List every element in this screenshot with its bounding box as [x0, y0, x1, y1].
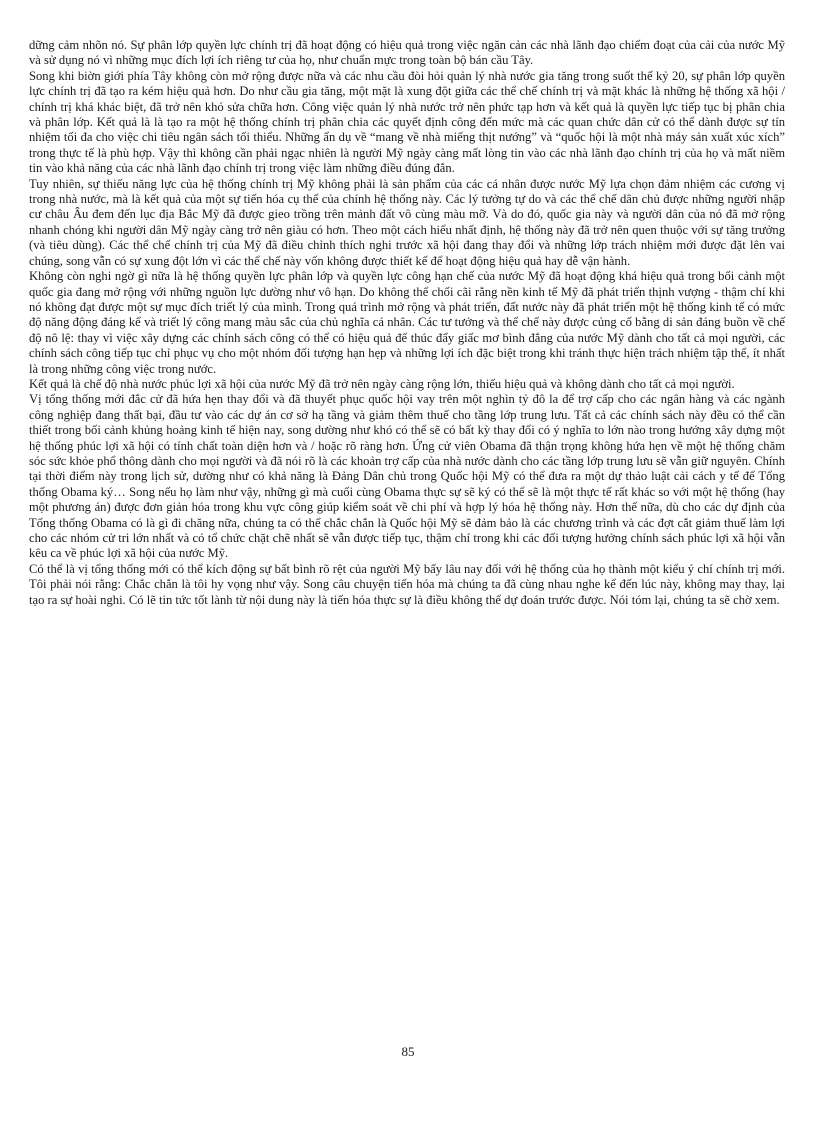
paragraph: dững cảm nhõn nó. Sự phân lớp quyền lực chính trị đã hoạt động có hiệu quả trong việc ngăn cản các nhà lãnh đạo chiếm đoạt của cải của nước Mỹ và sử dụng nó vì những mục đích lợi ích riêng tư của họ, như chuẩn mực trong toàn bộ bán cầu Tây. [29, 38, 785, 68]
paragraph: Kết quả là chế độ nhà nước phúc lợi xã hội của nước Mỹ đã trở nên ngày càng rộng lớn, thiếu hiệu quả và không dành cho tất cả mọi người. [29, 376, 735, 391]
paragraph: Song khi biờn giới phía Tây không còn mở rộng được nữa và các nhu cầu đòi hỏi quản lý nhà nước gia tăng trong suốt thế kỷ 20, sự phân lớp quyền lực chính trị đã tạo ra kém hiệu quả hơn. Do như cầu gia tăng, một mặt là xung đột giữa các thể chế chính trị và mặt khác là những hệ thống xã hội / chính trị khá khác biệt, đã trở nên khó sửa chữa hơn. Công việc quản lý nhà nước trở nên phức tạp hơn và kết quả là quyền lực tiếp tục bị phân chia và phân lớp. Kết quả là là tạo ra một hệ thống chính trị phân chia các quyết định công đến mức mà các quan chức dân cử có thể dành được sự tín nhiệm tối đa cho việc chi tiêu ngân sách tối thiểu. Những ẩn dụ về “mang về nhà miếng thịt nướng” và “quốc hội là một nhà máy sản xuất xúc xích” trong thực tế là phù hợp. Vậy thì không cần phải ngạc nhiên là người Mỹ ngày càng mất lòng tin vào các nhà lãnh đạo chính trị của họ và mất niềm tin vào khả năng của các nhà lãnh đạo chính trị trong việc làm những điều đúng đắn. [29, 68, 785, 176]
paragraph: Tuy nhiên, sự thiếu năng lực của hệ thống chính trị Mỹ không phải là sản phẩm của các cá nhân được nước Mỹ lựa chọn đảm nhiệm các cương vị trong nhà nước, mà là kết quả của một sự tiến hóa cụ thể của chính hệ thống này. Các lý tưởng tự do và các thể chế dân chủ được những người nhập cư châu Âu đem đến lục địa Bắc Mỹ đã được gieo trồng trên mảnh đất vô cùng màu mỡ. Và do đó, quốc gia này và người dân của nó đã mở rộng nhanh chóng khi người dân Mỹ ngày càng trở nên giàu có hơn. Theo một cách hiểu nhất định, hệ thống này đã trở nên quen thuộc với sự tăng trưởng (và tiêu dùng). Các thể chế chính trị của Mỹ đã điều chỉnh thích nghi trước xã hội đang thay đổi và những lớp trách nhiệm mới được đặt lên vai chúng, song vẫn có sự xung đột lớn vì các thể chế này vốn không được thiết kế để hoạt động hiệu quả hay dễ vận hành. [29, 176, 785, 268]
paragraph: Có thể là vị tổng thống mới có thể kích động sự bất bình rõ rệt của người Mỹ bấy lâu nay đối với hệ thống của họ thành một kiểu ý chí chính trị mới. Tôi phải nói rằng: Chắc chắn là tôi hy vọng như vậy. Song câu chuyện tiến hóa mà chúng ta đã cùng nhau nghe kể đến lúc này, không may thay, lại tạo ra sự hoài nghi. Có lẽ tin tức tốt lành từ nội dung này là tiến hóa thực sự là điều không thể dự đoán trước được. Nói tóm lại, chúng ta sẽ chờ xem. [29, 561, 785, 607]
page-body [29, 38, 785, 608]
paragraph: Không còn nghi ngờ gì nữa là hệ thống quyền lực phân lớp và quyền lực công hạn chế của nước Mỹ đã hoạt động khá hiệu quả trong bối cảnh một quốc gia đang mở rộng với những nguồn lực dường như vô hạn. Do không thể chối cãi rằng nền kinh tế Mỹ đã phát triển thịnh vượng - thậm chí khi nó không đạt được một sự mục đích triết lý của mình. Trong quá trình mở rộng và phát triển, đất nước này đã phát triển một hệ thống kinh tế có mức độ năng động đáng kể và triết lý công mang màu sắc của chủ nghĩa cá nhân. Các tư tưởng và thể chế này được củng cố bằng di sản đáng buồn về chế độ nô lệ: thay vì việc xây dựng các chính sách công có thể có hiệu quả để thúc đẩy giấc mơ bình đẳng của nước Mỹ dành cho tất cả mọi người, các chính sách công tiếp tục chỉ phục vụ cho một nhóm đối tượng hạn hẹp và những lợi ích đặc biệt trong khi tránh thực hiện trách nhiệm tập thể, ít nhất là trong những công việc trong nước. [29, 269, 785, 376]
paragraph: Vị tổng thống mới đắc cử đã hứa hẹn thay đổi và đã thuyết phục quốc hội vay trên một nghìn tỷ đô la để trợ cấp cho các ngân hàng và các ngành công nghiệp đang thất bại, đầu tư vào các dự án cơ sở hạ tầng và giảm thêm thuế cho tầng lớp trung lưu. Tất cả các chính sách này đều có thể cần thiết trong bối cảnh khủng hoảng kinh tế hiện nay, song dường như khó có thể sẽ có bất kỳ thay đổi có ý nghĩa to lớn nào trong hướng xây dựng một hệ thống phúc lợi xã hội có tính chất toàn diện hơn và / hoặc rõ ràng hơn. Ứng cử viên Obama đã thận trọng không hứa hẹn về một hệ thống chăm sóc sức khỏe phổ thông dành cho mọi người và đã nói rõ là các khoản trợ cấp của nhà nước dành cho các tầng lớp trung lưu sẽ vẫn giữ nguyên. Chính tại thời điểm này trong lịch sử, dường như có khả năng là Đảng Dân chủ trong Quốc hội Mỹ có thể đưa ra một dự thảo luật cải cách y tế để Tổng thống Obama ký… Song nếu họ làm như vậy, những gì mà cuối cùng Obama thực sự sẽ ký có thể sẽ là một thực tế rất khác so với một hệ thống (hay một phương án) được đơn giản hóa trong khu vực công giúp kiểm soát về chi phí và hợp lý hóa hệ thống này. Hơn thế nữa, dù cho các dự định của Tổng thống Obama có là gì đi chăng nữa, chúng ta có thể chắc chắn là Quốc hội Mỹ sẽ đảm bảo là các chương trình và các đợt cắt giảm thuế làm lợi cho các nhóm cử tri lớn nhất và có tổ chức chặt chẽ nhất sẽ vẫn được tiếp tục, thậm chí trong khi các đối tượng hưởng chính sách phúc lợi xã hội vẫn kêu ca về phúc lợi xã hội của nước Mỹ. [29, 392, 785, 561]
page-number: 85 [401, 1044, 415, 1059]
